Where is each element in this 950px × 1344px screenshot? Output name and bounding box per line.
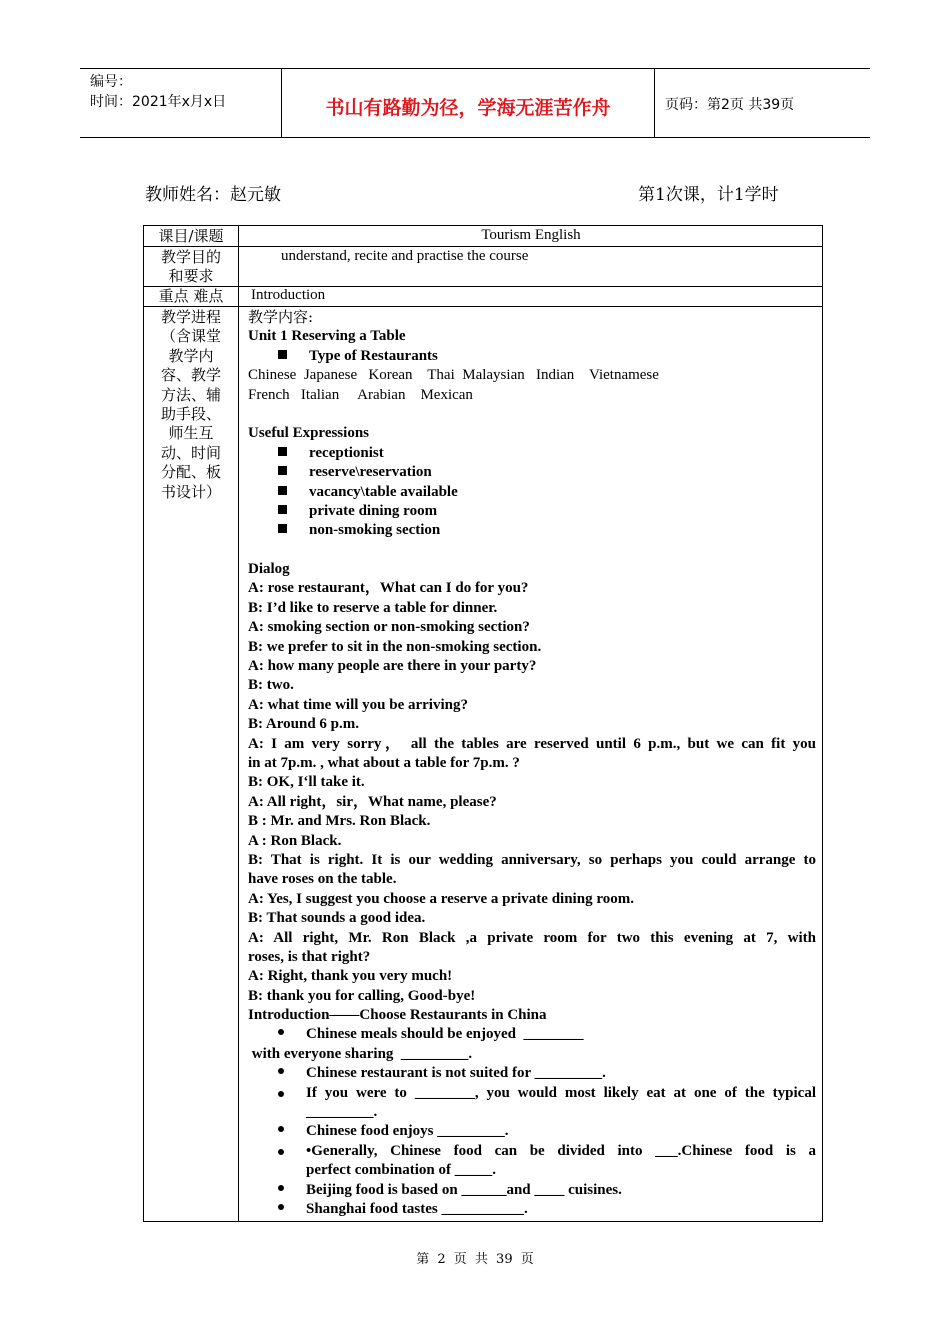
expression-item: non-smoking section	[248, 521, 816, 540]
dialog-line: B: I’d like to reserve a table for dinner.	[248, 599, 498, 616]
dialog-heading: Dialog	[248, 561, 290, 578]
round-bullet-icon	[278, 1091, 284, 1097]
round-bullet-icon	[278, 1204, 284, 1210]
dialog-line: A: Yes, I suggest you choose a reserve a private dining room.	[248, 890, 634, 907]
intro-bullet-continuation: perfect combination of _____.	[306, 1162, 496, 1179]
dialog-line: A: Right, thank you very much!	[248, 968, 453, 985]
intro-bullet: Chinese meals should be enjoyed ________	[248, 1025, 816, 1044]
dialog-line: B: OK, I‘ll take it.	[248, 774, 365, 791]
dialog-line: A : Ron Black.	[248, 832, 342, 849]
process-label: 教学进程 （含课堂 教学内 容、教学 方法、辅 助手段、 师生互 动、时间 分配、板 书设计）	[160, 308, 221, 501]
expression-item: receptionist	[248, 444, 816, 463]
intro-bullet: •Generally, Chinese food can be divided into ___.Chinese food is a	[248, 1142, 816, 1161]
square-bullet-icon	[278, 350, 287, 359]
intro-bullet: Beijing food is based on ______and ____ cuisines.	[248, 1181, 816, 1200]
intro-bullet: If you were to ________, you would most likely eat at one of the typical	[248, 1084, 816, 1103]
round-bullet-icon	[278, 1185, 284, 1191]
square-bullet-icon	[278, 486, 287, 495]
motto: 书山有路勤为径，学海无涯苦作舟	[325, 97, 611, 119]
objective-text: understand, recite and practise the course	[281, 248, 529, 264]
intro-bullet: Chinese food enjoys _________.	[248, 1122, 816, 1141]
intro-bullet-continuation: with everyone sharing _________.	[248, 1045, 473, 1062]
square-bullet-icon	[278, 524, 287, 533]
unit-title: Unit 1 Reserving a Table	[248, 328, 406, 345]
intro-bullet: Chinese restaurant is not suited for _________.	[248, 1064, 816, 1083]
dialog-line: A: what time will you be arriving?	[248, 696, 468, 713]
dialog-line: A: smoking section or non-smoking section?	[248, 619, 530, 636]
row-divider	[144, 246, 822, 247]
lesson-table	[143, 225, 823, 1222]
expression-item: vacancy\table available	[248, 483, 816, 502]
header-meta-cell	[80, 69, 282, 137]
round-bullet-icon	[278, 1029, 284, 1035]
round-bullet-icon	[278, 1068, 284, 1074]
number-label: 编号：	[90, 74, 132, 90]
header-page-cell	[655, 69, 870, 137]
page-footer: 第 2 页 共 39 页	[416, 1252, 534, 1267]
dialog-line: B : Mr. and Mrs. Ron Black.	[248, 813, 431, 830]
expression-item: private dining room	[248, 502, 816, 521]
lesson-info: 第1次课，计1学时	[638, 185, 779, 205]
row-divider	[144, 286, 822, 287]
dialog-line: B: two.	[248, 677, 294, 694]
dialog-line: B: we prefer to sit in the non-smoking section.	[248, 638, 542, 655]
intro-bullet-continuation: _________.	[306, 1104, 378, 1121]
dialog-line: B: That is right. It is our wedding anniversary, so perhaps you could arrange to	[248, 851, 816, 868]
expression-item: reserve\reservation	[248, 463, 816, 482]
row-divider	[144, 306, 822, 307]
square-bullet-icon	[278, 505, 287, 514]
dialog-line: A: I am very sorry， all the tables are reserved until 6 p.m., but we can fit you	[248, 735, 816, 752]
dialog-line: A: how many people are there in your party?	[248, 658, 537, 675]
course-label: 课目/课题	[158, 227, 224, 245]
square-bullet-icon	[278, 447, 287, 456]
restaurants-line: French Italian Arabian Mexican	[248, 386, 473, 403]
dialog-line: A: All right, Mr. Ron Black ,a private room for two this evening at 7, with	[248, 929, 816, 946]
objective-label: 教学目的 和要求	[160, 248, 221, 286]
dialog-line: B: That sounds a good idea.	[248, 910, 426, 927]
dialog-line: in at 7p.m. , what about a table for 7p.m. ?	[248, 754, 520, 771]
intro-bullet: Shanghai food tastes ___________.	[248, 1200, 816, 1219]
round-bullet-icon	[278, 1126, 284, 1132]
blank-line	[248, 405, 816, 424]
round-bullet-icon	[278, 1149, 284, 1155]
keypoints-text: Introduction	[251, 287, 326, 303]
dialog-line: B: Around 6 p.m.	[248, 716, 360, 733]
dialog-line: B: thank you for calling, Good-bye!	[248, 987, 476, 1004]
blank-line	[248, 541, 816, 560]
dialog-line: roses, is that right?	[248, 948, 371, 965]
header-motto-cell	[282, 69, 655, 137]
dialog-line: A: rose restaurant，What can I do for you?	[248, 580, 529, 597]
dialog-line: have roses on the table.	[248, 871, 397, 888]
square-bullet-icon	[278, 466, 287, 475]
content-heading: 教学内容:	[248, 308, 314, 326]
teacher-name: 教师姓名：赵元敏	[145, 185, 281, 205]
column-divider	[238, 226, 239, 1221]
lesson-content	[248, 308, 816, 1219]
course-title: Tourism English	[481, 227, 581, 243]
time-label: 时间：2021年x月x日	[90, 94, 227, 110]
page-header	[80, 68, 870, 138]
page-label: 页码：第2页 共39页	[665, 97, 795, 113]
restaurants-line: Chinese Japanese Korean Thai Malaysian Indian Vietnamese	[248, 367, 659, 384]
intro-heading: Introduction——Choose Restaurants in China	[248, 1007, 547, 1024]
useful-heading: Useful Expressions	[248, 425, 369, 442]
restaurant-heading: Type of Restaurants	[248, 347, 816, 366]
dialog-line: A: All right，sir，What name, please?	[248, 793, 497, 810]
keypoints-label: 重点 难点	[158, 287, 224, 305]
